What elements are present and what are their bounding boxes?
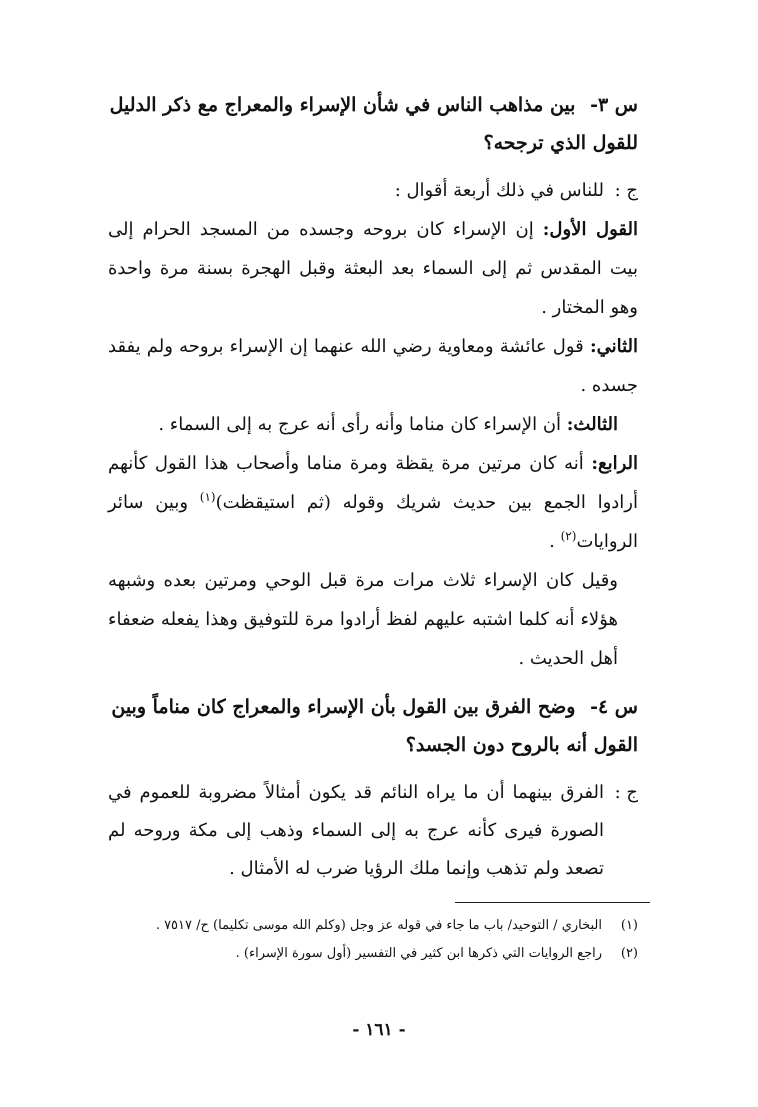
question-3-number: س ٣-: [590, 94, 638, 116]
answer-3-label: ج :: [614, 180, 638, 201]
answer-4-label: ج :: [614, 782, 638, 803]
question-4-number: س ٤-: [590, 696, 638, 718]
opinion-2-text: قول عائشة ومعاوية رضي الله عنهما إن الإسراء بروحه ولم يفقد جسده .: [108, 336, 638, 396]
footnote-ref-2[interactable]: (٢): [560, 529, 577, 543]
footnote-ref-1[interactable]: (١): [199, 490, 216, 504]
opinion-1: [108, 210, 638, 327]
opinion-2-lead: الثاني:: [589, 336, 638, 357]
footnote-1-text: البخاري / التوحيد/ باب ما جاء في قوله عز وجل (وكلم الله موسى تكليما) ح/ ٧٥١٧ .: [155, 918, 602, 933]
footnotes: [98, 912, 638, 968]
opinion-1-lead: القول الأول:: [542, 219, 638, 240]
opinion-4-text-b: وبين سائر الروايات: [108, 492, 638, 552]
opinion-3: [108, 405, 638, 444]
opinion-1-text: إن الإسراء كان بروحه وجسده من المسجد الحرام إلى بيت المقدس ثم إلى السماء بعد البعثة وقبل الهجرة بسنة مرة واحدة وهو المختار .: [108, 219, 638, 318]
footnote-divider: [455, 902, 650, 903]
opinion-3-text: أن الإسراء كان مناما وأنه رأى أنه عرج به إلى السماء .: [158, 414, 567, 435]
opinion-2: [108, 327, 638, 405]
question-3-text: بين مذاهب الناس في شأن الإسراء والمعراج مع ذكر الدليل للقول الذي ترجحه؟: [109, 94, 638, 154]
footnote-2: [98, 940, 638, 968]
answer-4-text: الفرق بينهما أن ما يراه النائم قد يكون أمثالاً مضروبة للعموم في الصورة فيرى كأنه عرج به إلى السماء وذهب إلى مكة وروحه لم تصعد ولم تذهب وإنما ملك الرؤيا ضرب له الأمثال .: [108, 782, 604, 879]
question-3: [108, 86, 638, 162]
question-4-text: وضح الفرق بين القول بأن الإسراء والمعراج كان مناماً وبين القول أنه بالروح دون الجسد؟: [111, 696, 638, 756]
opinion-4-text-c: .: [549, 531, 561, 552]
opinion-3-lead: الثالث:: [566, 414, 618, 435]
opinion-4: [108, 444, 638, 561]
opinion-4-lead: الرابع:: [591, 453, 638, 474]
answer-3-intro: [108, 172, 638, 210]
answer-3-intro-text: للناس في ذلك أربعة أقوال :: [394, 180, 604, 201]
closing-paragraph: وقيل كان الإسراء ثلاث مرات مرة قبل الوحي ومرتين بعده وشبهه هؤلاء أنه كلما اشتبه عليهم لفظ أرادوا مرة للتوفيق وهذا يفعله ضعفاء أهل الحديث .: [108, 570, 618, 669]
footnote-2-text: راجع الروايات التي ذكرها ابن كثير في التفسير (أول سورة الإسراء) .: [235, 946, 602, 961]
page-number: - ١٦١ -: [352, 1020, 406, 1040]
question-4: [108, 688, 638, 764]
footnote-1: [98, 912, 638, 940]
footnote-1-number: (١): [620, 918, 638, 933]
answer-4: [108, 774, 638, 888]
opinion-4-text-a: أنه كان مرتين مرة يقظة ومرة مناما وأصحاب هذا القول كأنهم أرادوا الجمع بين حديث شريك وقوله (ثم استيقظت): [108, 453, 638, 513]
footnote-2-number: (٢): [620, 946, 638, 961]
